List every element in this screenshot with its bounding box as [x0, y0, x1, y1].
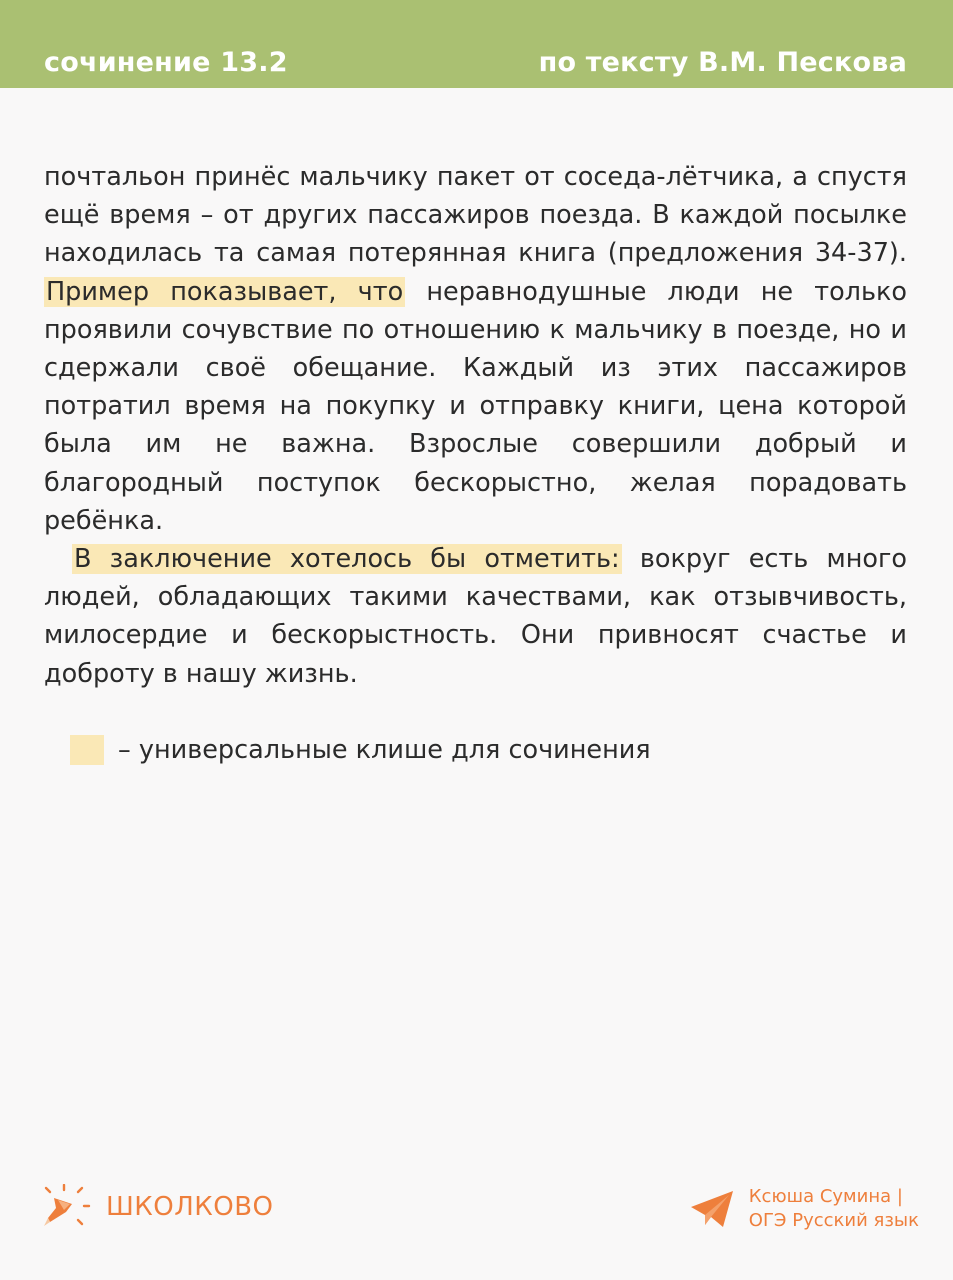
paragraph-2 — [44, 540, 907, 693]
header-subtitle: по тексту В.М. Пескова — [538, 47, 907, 78]
paragraph-1-text-a: почтальон принёс мальчику пакет от соседа-лётчика, а спустя ещё время – от других пассажиров поезда. В каждой посылке находилась та самая потерянная книга (предложения 34-37). — [44, 162, 907, 269]
course-name: ОГЭ Русский язык — [748, 1210, 919, 1231]
logo-text: ШКОЛКОВО — [106, 1192, 274, 1222]
paragraph-1 — [44, 158, 907, 540]
essay-text — [44, 158, 907, 693]
pencil-sparkle-icon — [42, 1184, 92, 1230]
cliche-highlight-2: В заключение хотелось бы отметить: — [74, 544, 620, 575]
footer-logo — [42, 1184, 274, 1230]
header-bar — [0, 0, 953, 88]
legend-text: – универсальные клише для сочинения — [118, 735, 651, 765]
author-text — [749, 1185, 919, 1233]
header-title: сочинение 13.2 — [44, 47, 288, 78]
paragraph-1-text-b: неравнодушные люди не только проявили сочувствие по отношению к мальчику в поезде, но и сдержали своё обещание. Каждый из этих пассажиров потратил время на покупку и отправку книги, цена которой была им не важна. Взрослые совершили добрый и благородный поступок бескорыстно, желая порадовать ребёнка. — [44, 276, 908, 536]
legend-swatch — [70, 735, 104, 765]
telegram-icon — [689, 1189, 735, 1229]
legend — [70, 733, 651, 767]
paragraph-2-text: вокруг есть много людей, обладающих такими качествами, как отзывчивость, милосердие и бескорыстность. Они привносят счастье и доброту в нашу жизнь. — [44, 544, 908, 689]
author-credit — [689, 1185, 919, 1233]
author-name: Ксюша Сумина | — [748, 1186, 903, 1207]
cliche-highlight-1: Пример показывает, что — [46, 276, 404, 307]
